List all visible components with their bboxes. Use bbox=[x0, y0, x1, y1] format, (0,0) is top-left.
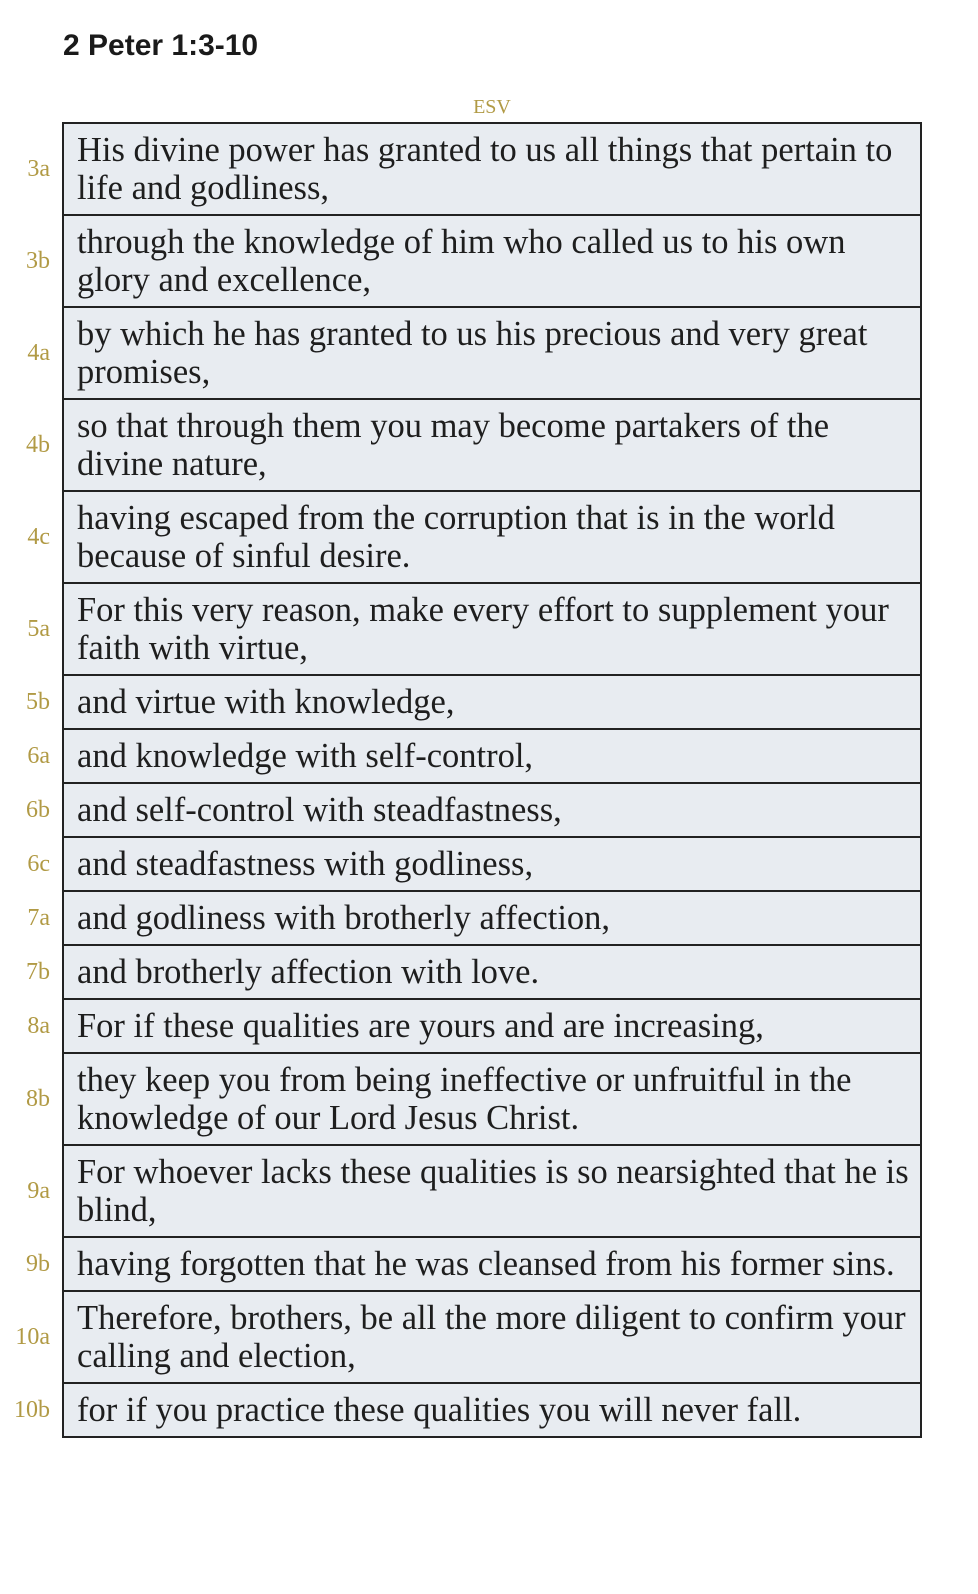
verse-number: 9a bbox=[27, 1177, 50, 1204]
verse-text: Therefore, brothers, be all the more diligent to confirm your calling and election, bbox=[62, 1290, 922, 1384]
verse-text: and knowledge with self-control, bbox=[62, 728, 922, 784]
verse-text: so that through them you may become partakers of the divine nature, bbox=[62, 398, 922, 492]
verse-text: for if you practice these qualities you will never fall. bbox=[62, 1382, 922, 1438]
verse-text: they keep you from being ineffective or unfruitful in the knowledge of our Lord Jesus Christ. bbox=[62, 1052, 922, 1146]
verse-number: 6b bbox=[26, 796, 50, 823]
verse-number: 7b bbox=[26, 958, 50, 985]
passage-reference: 2 Peter 1:3-10 bbox=[63, 29, 259, 62]
verse-text: having forgotten that he was cleansed from his former sins. bbox=[62, 1236, 922, 1292]
verse-row bbox=[0, 782, 978, 838]
verse-number: 10a bbox=[15, 1323, 50, 1350]
verse-text: His divine power has granted to us all things that pertain to life and godliness, bbox=[62, 122, 922, 216]
verse-row bbox=[0, 890, 978, 946]
verse-number: 3a bbox=[27, 155, 50, 182]
verse-row bbox=[0, 1236, 978, 1292]
verse-number: 5a bbox=[27, 615, 50, 642]
verse-row bbox=[0, 490, 978, 584]
verse-row bbox=[0, 1052, 978, 1146]
verse-text: and self-control with steadfastness, bbox=[62, 782, 922, 838]
verse-number: 6c bbox=[27, 850, 50, 877]
verse-number: 4b bbox=[26, 431, 50, 458]
verse-row bbox=[0, 1290, 978, 1384]
verse-row bbox=[0, 306, 978, 400]
verse-row bbox=[0, 674, 978, 730]
verse-number: 7a bbox=[27, 904, 50, 931]
verse-number: 4c bbox=[27, 523, 50, 550]
verse-number: 6a bbox=[27, 742, 50, 769]
verse-number: 10b bbox=[14, 1396, 50, 1423]
verse-text: For this very reason, make every effort to supplement your faith with virtue, bbox=[62, 582, 922, 676]
verse-row bbox=[0, 998, 978, 1054]
verse-row bbox=[0, 1382, 978, 1438]
verse-text: and godliness with brotherly affection, bbox=[62, 890, 922, 946]
verse-text: and steadfastness with godliness, bbox=[62, 836, 922, 892]
verse-row bbox=[0, 1144, 978, 1238]
verse-text: and virtue with knowledge, bbox=[62, 674, 922, 730]
verse-row bbox=[0, 398, 978, 492]
verse-row bbox=[0, 122, 978, 216]
verse-row bbox=[0, 944, 978, 1000]
verse-row bbox=[0, 728, 978, 784]
verse-number: 8a bbox=[27, 1012, 50, 1039]
verse-row bbox=[0, 214, 978, 308]
verse-number: 5b bbox=[26, 688, 50, 715]
verse-text: and brotherly affection with love. bbox=[62, 944, 922, 1000]
verse-number: 8b bbox=[26, 1085, 50, 1112]
verse-text: having escaped from the corruption that is in the world because of sinful desire. bbox=[62, 490, 922, 584]
verse-text: through the knowledge of him who called us to his own glory and excellence, bbox=[62, 214, 922, 308]
verse-table bbox=[0, 122, 978, 1438]
verse-number: 9b bbox=[26, 1250, 50, 1277]
verse-number: 4a bbox=[27, 339, 50, 366]
verse-row bbox=[0, 836, 978, 892]
verse-text: by which he has granted to us his precious and very great promises, bbox=[62, 306, 922, 400]
verse-text: For whoever lacks these qualities is so nearsighted that he is blind, bbox=[62, 1144, 922, 1238]
verse-number: 3b bbox=[26, 247, 50, 274]
verse-row bbox=[0, 582, 978, 676]
verse-text: For if these qualities are yours and are increasing, bbox=[62, 998, 922, 1054]
translation-label: ESV bbox=[473, 96, 511, 118]
